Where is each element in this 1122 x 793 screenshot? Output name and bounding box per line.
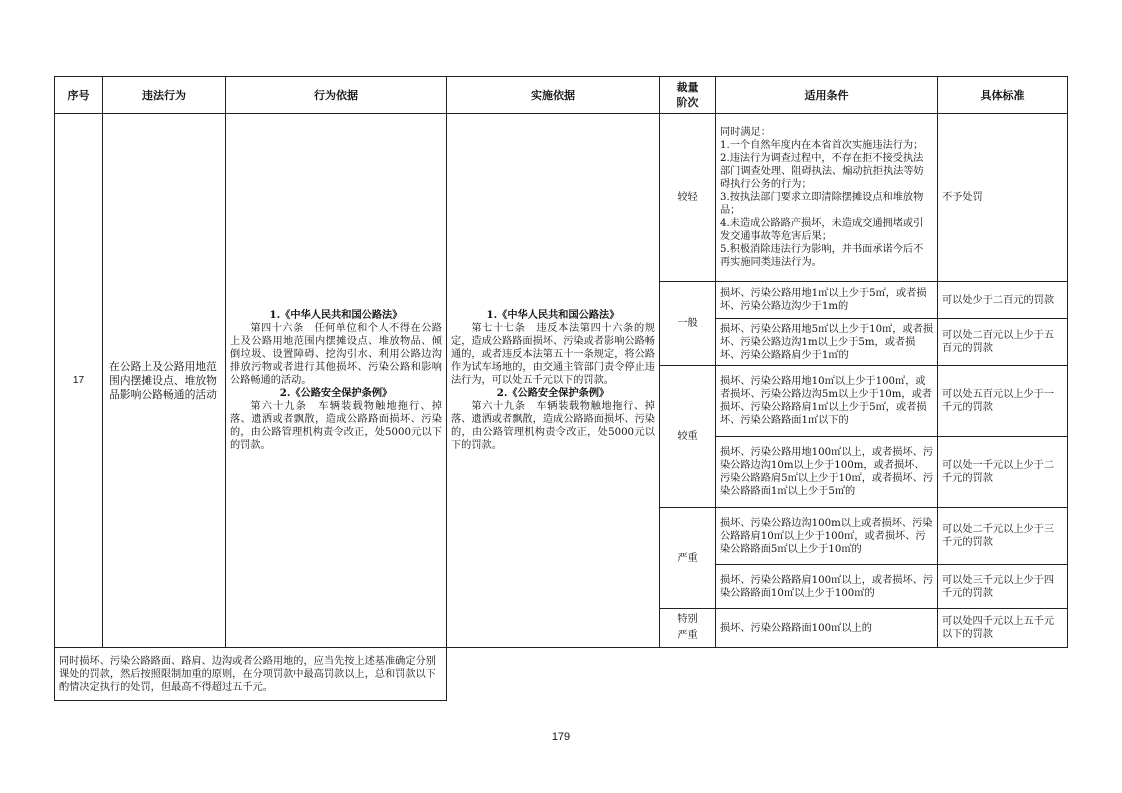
header-condition: 适用条件: [716, 77, 938, 114]
grade-heavy: 较重: [660, 366, 716, 508]
condition-cell: 损坏、污染公路路肩100㎡以上，或者损坏、污染公路路面10㎡以上少于100㎡的: [716, 565, 938, 609]
table-row: [55, 114, 1068, 282]
standard-cell: 可以处二百元以上少于五百元的罚款: [938, 319, 1068, 366]
standard-cell: 可以处一千元以上少于二千元的罚款: [938, 437, 1068, 508]
grade-extreme: 特别 严重: [660, 609, 716, 648]
header-level: 裁量 阶次: [660, 77, 716, 114]
condition-cell: 损坏、污染公路用地100㎡以上，或者损坏、污染公路边沟10m以上少于100m，或者损坏、污染公路路肩5㎡以上少于10㎡，或者损坏、污染公路路面1㎡以上少于5㎡的: [716, 437, 938, 508]
header-row: [55, 77, 1068, 114]
impl-law2-title: 2.《公路安全保护条例》: [496, 387, 610, 399]
minor-cond-line: 5.积极消除违法行为影响，并书面承诺今后不再实施同类违法行为。: [720, 244, 924, 268]
basis-law2-title: 2.《公路安全保护条例》: [279, 387, 393, 399]
grade-severe: 严重: [660, 508, 716, 609]
minor-cond-line: 4.未造成公路路产损坏，未造成交通拥堵或引发交通事故等危害后果；: [720, 218, 924, 242]
condition-cell: 损坏、污染公路边沟100m以上或者损坏、污染公路路肩10㎡以上少于100㎡，或者损坏、污染公路路面5㎡以上少于10㎡的: [716, 508, 938, 565]
condition-cell: 损坏、污染公路路面100㎡以上的: [716, 609, 938, 648]
grade-general: 一般: [660, 282, 716, 366]
header-violation: 违法行为: [103, 77, 226, 114]
header-basis: 行为依据: [226, 77, 447, 114]
impl-law2-text: 第六十九条 车辆装载物触地拖行、掉落、遗洒或者飘散，造成公路路面损坏、污染的，由公路管理机构责令改正，处5000元以下的罚款。: [451, 401, 655, 451]
standard-cell: 可以处五百元以上少于一千元的罚款: [938, 366, 1068, 437]
basis-law1-title: 1.《中华人民共和国公路法》: [269, 309, 403, 321]
condition-cell: 损坏、污染公路用地10㎡以上少于100㎡，或者损坏、污染公路边沟5m以上少于10m，或者损坏、污染公路路肩1㎡以上少于5㎡，或者损坏、污染公路路面1㎡以下的: [716, 366, 938, 437]
minor-cond-line: 2.违法行为调查过程中，不存在拒不接受执法部门调查处理、阻碍执法、煽动抗拒执法等妨碍执行公务的行为；: [720, 153, 924, 190]
impl-law1-title: 1.《中华人民共和国公路法》: [486, 309, 620, 321]
minor-cond-line: 同时满足：: [720, 127, 771, 138]
minor-standard: 不予处罚: [938, 114, 1068, 282]
standard-cell: 可以处少于二百元的罚款: [938, 282, 1068, 319]
basis-law2-text: 第六十九条 车辆装载物触地拖行、掉落、遗洒或者飘散，造成公路路面损坏、污染的，由公路管理机构责令改正，处5000元以下的罚款。: [230, 401, 442, 451]
standard-cell: 可以处二千元以上少于三千元的罚款: [938, 508, 1068, 565]
note-row: [55, 648, 1068, 701]
basis-law1-text: 第四十六条 任何单位和个人不得在公路上及公路用地范围内摆摊设点、堆放物品、倾倒垃圾、设置障碍、挖沟引水、利用公路边沟排放污物或者进行其他损坏、污染公路和影响公路畅通的活动。: [230, 323, 442, 386]
header-implementation: 实施依据: [447, 77, 660, 114]
impl-law1-text: 第七十七条 违反本法第四十六条的规定，造成公路路面损坏、污染或者影响公路畅通的，或者违反本法第五十一条规定，将公路作为试车场地的，由交通主管部门责令停止违法行为，可以处五千元以下的罚款。: [451, 323, 655, 386]
implementation-cell: [447, 114, 660, 648]
seq-cell: 17: [55, 114, 103, 648]
header-standard: 具体标准: [938, 77, 1068, 114]
standard-cell: 可以处四千元以上五千元以下的罚款: [938, 609, 1068, 648]
standard-cell: 可以处三千元以上少于四千元的罚款: [938, 565, 1068, 609]
condition-cell: 损坏、污染公路用地1㎡以上少于5㎡，或者损坏、污染公路边沟少于1m的: [716, 282, 938, 319]
minor-conditions: [716, 114, 938, 282]
basis-cell: [226, 114, 447, 648]
minor-cond-line: 1.一个自然年度内在本省首次实施违法行为；: [720, 140, 924, 151]
violation-cell: 在公路上及公路用地范围内摆摊设点、堆放物品影响公路畅通的活动: [103, 114, 226, 648]
condition-cell: 损坏、污染公路用地5㎡以上少于10㎡，或者损坏、污染公路边沟1m以上少于5m，或者损坏、污染公路路肩少于1㎡的: [716, 319, 938, 366]
grade-minor: 较轻: [660, 114, 716, 282]
regulation-table: [54, 76, 1068, 701]
minor-cond-line: 3.按执法部门要求立即清除摆摊设点和堆放物品；: [720, 192, 924, 216]
page-number: 179: [551, 731, 571, 743]
header-seq: 序号: [55, 77, 103, 114]
aggregation-note: 同时损坏、污染公路路面、路肩、边沟或者公路用地的，应当先按上述基准确定分别课处的罚款，然后按照限制加重的原则，在分项罚款中最高罚款以上，总和罚款以下酌情决定执行的处罚，但最高不得超过五千元。: [55, 648, 447, 701]
